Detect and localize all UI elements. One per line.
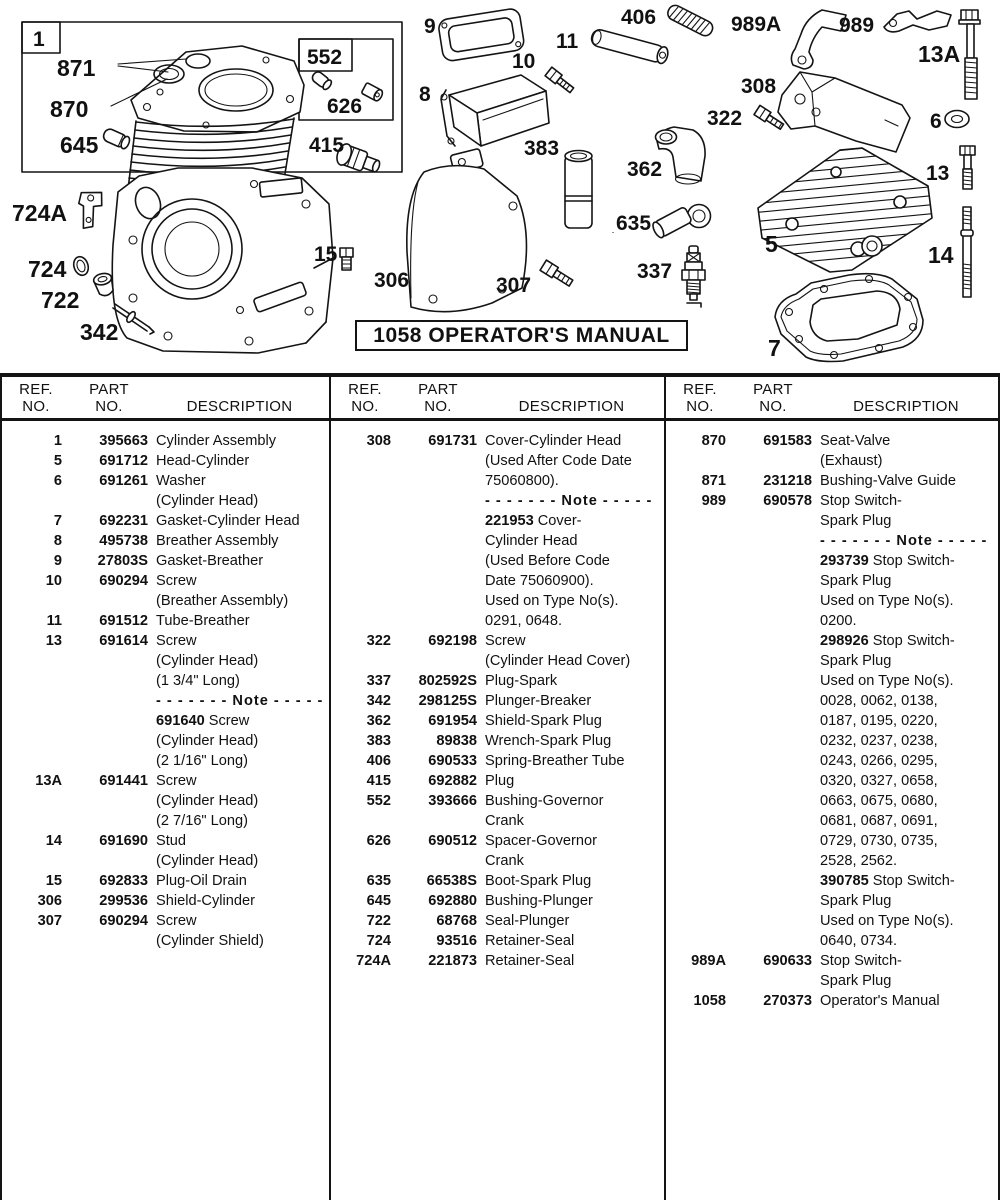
table-row: 306 299536 Shield-Cylinder xyxy=(37,893,255,909)
part-label-10: 10 xyxy=(512,50,536,73)
table-row: Spark Plug xyxy=(820,573,892,589)
pin-552-drawing xyxy=(310,70,333,91)
part-label-9: 9 xyxy=(424,15,436,38)
table-row: (Cylinder Head Cover) xyxy=(485,653,631,669)
cylinder-assembly-drawing xyxy=(111,46,333,353)
stop-switch-bracket-989a-drawing xyxy=(791,10,846,69)
table-row: 1 395663 Cylinder Assembly xyxy=(53,433,277,449)
table-header xyxy=(666,377,998,421)
part-no-header: PART NO. xyxy=(418,381,458,415)
table-row: 75060800). xyxy=(485,473,559,489)
table-row: (Cylinder Head) xyxy=(156,493,259,509)
table-row: 337 802592S Plug-Spark xyxy=(366,673,558,689)
table-header xyxy=(331,377,664,421)
part-label-337: 337 xyxy=(637,260,673,283)
table-row: 989A 690633 Stop Switch- xyxy=(691,953,902,969)
table-row: 1058 270373 Operator's Manual xyxy=(693,993,940,1009)
part-no-header: PART NO. xyxy=(753,381,793,415)
breather-assembly-drawing xyxy=(441,75,549,146)
table-row: Used on Type No(s). xyxy=(820,593,954,609)
table-column-3 xyxy=(666,377,1000,1200)
part-label-989A: 989A xyxy=(731,13,782,36)
part-label-989: 989 xyxy=(839,14,875,37)
screw-10-drawing xyxy=(545,67,575,94)
table-row: 6 691261 Washer xyxy=(53,473,206,489)
table-row: 293739 Stop Switch- xyxy=(820,553,955,569)
table-column-2 xyxy=(331,377,666,1200)
table-row: (Cylinder Shield) xyxy=(156,933,264,949)
table-row: 645 692880 Bushing-Plunger xyxy=(366,893,593,909)
table-row: 0663, 0675, 0680, xyxy=(820,793,938,809)
gasket-cylinder-head-drawing xyxy=(775,274,923,362)
ref-no-header: REF. NO. xyxy=(19,381,53,415)
table-row: 307 690294 Screw xyxy=(37,913,197,929)
part-label-306: 306 xyxy=(374,269,410,292)
table-row: 8 495738 Breather Assembly xyxy=(53,533,279,549)
table-row: (Breather Assembly) xyxy=(156,593,289,609)
part-label-8: 8 xyxy=(419,83,431,106)
part-label-722: 722 xyxy=(41,287,80,313)
table-row: - - - - - - - Note - - - - - xyxy=(156,693,324,709)
table-row: Used on Type No(s). xyxy=(820,673,954,689)
table-row: Spark Plug xyxy=(820,653,892,669)
table-row: 298926 Stop Switch- xyxy=(820,633,955,649)
part-label-552: 552 xyxy=(307,46,343,69)
table-row: 0200. xyxy=(820,613,857,629)
part-label-308: 308 xyxy=(741,75,777,98)
table-row: (1 3/4" Long) xyxy=(156,673,240,689)
table-row: 989 690578 Stop Switch- xyxy=(701,493,902,509)
part-label-870: 870 xyxy=(50,96,89,122)
table-row: 11 691512 Tube-Breather xyxy=(46,613,250,629)
part-label-307: 307 xyxy=(496,274,532,297)
table-row: 0243, 0266, 0295, xyxy=(820,753,938,769)
table-row: 13A 691441 Screw xyxy=(35,773,197,789)
table-row: 9 27803S Gasket-Breather xyxy=(53,553,264,569)
table-row: 870 691583 Seat-Valve xyxy=(701,433,891,449)
tube-breather-drawing xyxy=(590,28,670,65)
table-body xyxy=(2,421,329,951)
table-row: Cylinder Head xyxy=(485,533,578,549)
table-row: (2 7/16" Long) xyxy=(156,813,248,829)
table-row: Used on Type No(s). xyxy=(485,593,619,609)
table-row: 2528, 2562. xyxy=(820,853,898,869)
table-row: 5 691712 Head-Cylinder xyxy=(53,453,250,469)
bolt-13a-drawing xyxy=(959,10,980,99)
ref-no-header: REF. NO. xyxy=(683,381,717,415)
table-row: 362 691954 Shield-Spark Plug xyxy=(366,713,602,729)
bushing-plunger-drawing xyxy=(102,127,131,150)
table-row: 0640, 0734. xyxy=(820,933,898,949)
part-label-724A: 724A xyxy=(12,200,67,226)
table-row: 0187, 0195, 0220, xyxy=(820,713,938,729)
table-row: 10 690294 Screw xyxy=(45,573,197,589)
table-row: (Used After Code Date xyxy=(485,453,632,469)
table-column-1 xyxy=(2,377,331,1200)
spark-plug-drawing xyxy=(682,246,705,307)
parts-diagram-svg xyxy=(0,0,1000,373)
table-row: - - - - - - - Note - - - - - xyxy=(820,533,988,549)
part-label-871: 871 xyxy=(57,55,96,81)
table-row: (Cylinder Head) xyxy=(156,853,259,869)
washer-drawing xyxy=(945,111,969,128)
table-row: Crank xyxy=(485,813,524,829)
table-row: 0681, 0687, 0691, xyxy=(820,813,938,829)
table-row: 406 690533 Spring-Breather Tube xyxy=(366,753,625,769)
stop-switch-bracket-989-drawing xyxy=(884,11,951,32)
screw-307-drawing xyxy=(540,260,574,288)
table-row: (Cylinder Head) xyxy=(156,653,259,669)
table-row: 0028, 0062, 0138, xyxy=(820,693,938,709)
table-row: 552 393666 Bushing-Governor xyxy=(366,793,604,809)
table-row: 342 298125S Plunger-Breaker xyxy=(366,693,592,709)
table-row: Used on Type No(s). xyxy=(820,913,954,929)
part-label-13: 13 xyxy=(926,162,950,185)
spring-breather-tube-drawing xyxy=(665,3,715,38)
table-row: 308 691731 Cover-Cylinder Head xyxy=(366,433,622,449)
part-label-383: 383 xyxy=(524,137,560,160)
part-label-645: 645 xyxy=(60,132,99,158)
table-row: 390785 Stop Switch- xyxy=(820,873,955,889)
table-row: 7 692231 Gasket-Cylinder Head xyxy=(53,513,300,529)
part-label-6: 6 xyxy=(930,110,942,133)
table-row: (Cylinder Head) xyxy=(156,733,259,749)
part-label-11: 11 xyxy=(556,30,579,53)
table-row: 0320, 0327, 0658, xyxy=(820,773,938,789)
table-body xyxy=(666,421,998,1011)
table-row: - - - - - - - Note - - - - - xyxy=(485,493,653,509)
operators-manual-box: 1058 OPERATOR'S MANUAL xyxy=(355,320,688,351)
table-row: 635 66538S Boot-Spark Plug xyxy=(366,873,592,889)
table-row: Spark Plug xyxy=(820,893,892,909)
table-header xyxy=(2,377,329,421)
description-header: DESCRIPTION xyxy=(853,398,959,415)
table-row: (Exhaust) xyxy=(820,453,883,469)
retainer-seal-724a-drawing xyxy=(75,190,103,231)
table-row: (Used Before Code xyxy=(485,553,610,569)
table-row: (Cylinder Head) xyxy=(156,793,259,809)
table-row: 724A 221873 Retainer-Seal xyxy=(356,953,575,969)
part-label-322: 322 xyxy=(707,107,743,130)
part-label-342: 342 xyxy=(80,319,119,345)
cover-cylinder-head-drawing xyxy=(778,72,910,152)
plug-oil-drain-drawing xyxy=(340,248,353,270)
part-label-13A: 13A xyxy=(918,41,961,67)
description-header: DESCRIPTION xyxy=(518,398,625,415)
seal-plunger-drawing xyxy=(93,272,115,298)
table-row: 383 89838 Wrench-Spark Plug xyxy=(366,733,612,749)
table-row: 0232, 0237, 0238, xyxy=(820,733,938,749)
boot-spark-plug-drawing xyxy=(651,205,711,240)
part-label-1: 1 xyxy=(33,28,45,51)
ref-no-header: REF. NO. xyxy=(348,381,382,415)
part-label-406: 406 xyxy=(621,6,657,29)
table-row: 724 93516 Retainer-Seal xyxy=(366,933,575,949)
table-row: Date 75060900). xyxy=(485,573,594,589)
table-row: 13 691614 Screw xyxy=(45,633,197,649)
table-row: 15 692833 Plug-Oil Drain xyxy=(45,873,247,889)
table-row: 0729, 0730, 0735, xyxy=(820,833,938,849)
part-label-724: 724 xyxy=(28,256,67,282)
stud-drawing xyxy=(961,207,973,297)
table-row: Spark Plug xyxy=(820,973,892,989)
retainer-seal-724-drawing xyxy=(71,255,90,277)
parts-diagram xyxy=(0,0,1000,373)
table-row: Spark Plug xyxy=(820,513,892,529)
part-label-626: 626 xyxy=(327,95,363,118)
description-header: DESCRIPTION xyxy=(186,398,293,415)
part-label-362: 362 xyxy=(627,158,663,181)
part-label-15: 15 xyxy=(314,243,338,266)
table-row: 221953 Cover- xyxy=(485,513,582,529)
table-row: 322 692198 Screw xyxy=(366,633,526,649)
table-row: 14 691690 Stud xyxy=(45,833,187,849)
table-body xyxy=(331,421,664,971)
bolt-13-drawing xyxy=(960,146,975,189)
part-label-415: 415 xyxy=(309,134,345,157)
table-row: 871 231218 Bushing-Valve Guide xyxy=(701,473,957,489)
table-row: (2 1/16" Long) xyxy=(156,753,248,769)
table-row: 691640 Screw xyxy=(156,713,250,729)
spark-plug-wrench-drawing xyxy=(565,151,613,233)
spacer-626-drawing xyxy=(361,82,384,102)
part-label-14: 14 xyxy=(928,242,954,268)
table-row: 0291, 0648. xyxy=(485,613,563,629)
table-row: Crank xyxy=(485,853,524,869)
part-no-header: PART NO. xyxy=(89,381,129,415)
part-label-635: 635 xyxy=(616,212,652,235)
table-row: 626 690512 Spacer-Governor xyxy=(366,833,597,849)
part-label-7: 7 xyxy=(768,335,781,361)
part-label-5: 5 xyxy=(765,231,778,257)
table-row: 415 692882 Plug xyxy=(366,773,515,789)
shield-spark-plug-drawing xyxy=(656,127,706,184)
parts-table xyxy=(0,373,1000,1200)
table-row: 722 68768 Seal-Plunger xyxy=(366,913,570,929)
